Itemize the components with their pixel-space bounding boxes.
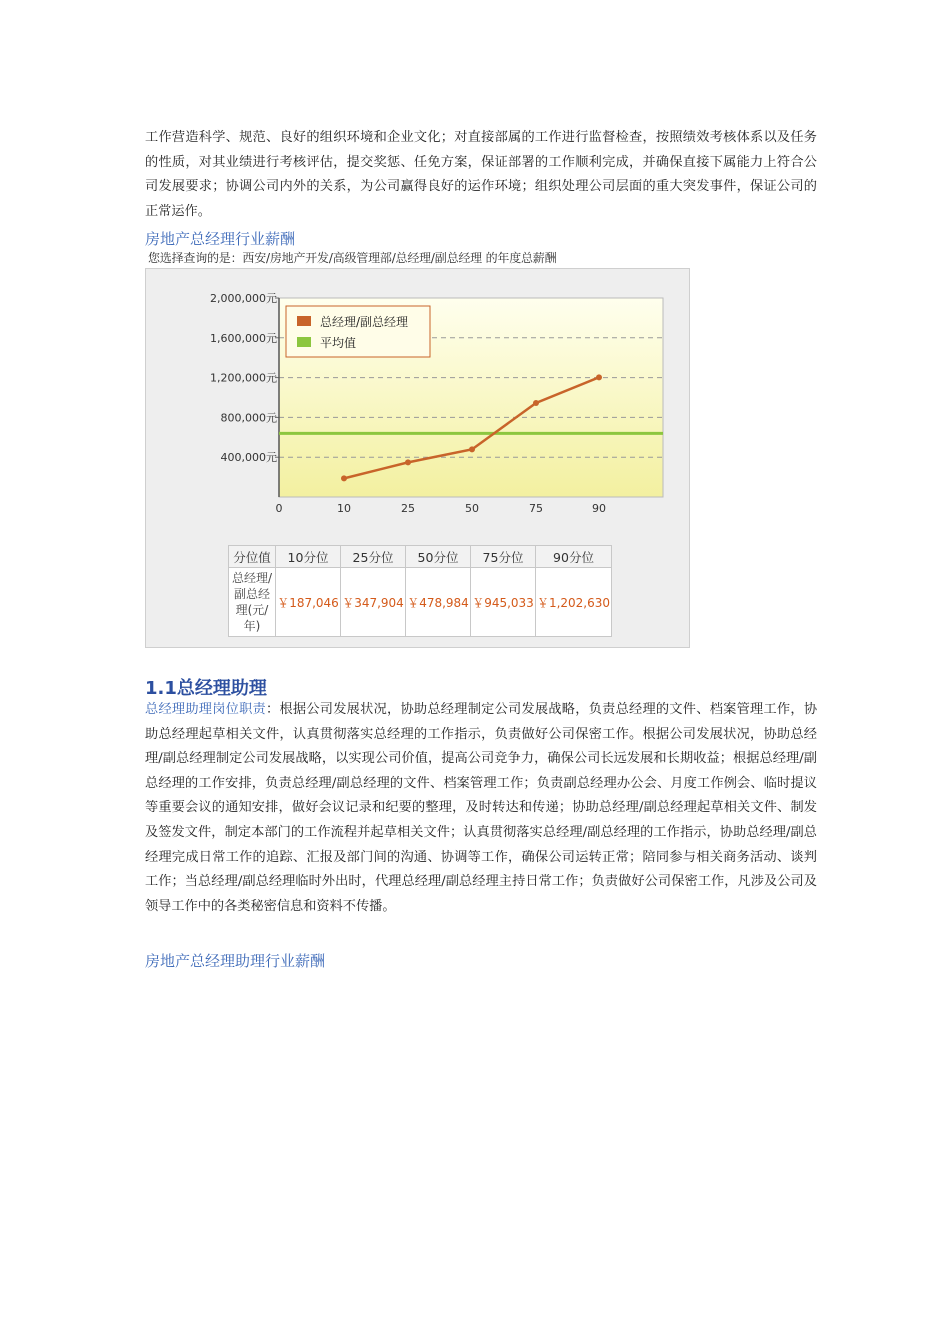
y-tick-label: 800,000元 xyxy=(220,411,277,425)
x-tick-label: 10 xyxy=(337,502,351,515)
table-header-row xyxy=(229,546,612,568)
table-header-cell: 90分位 xyxy=(536,546,612,568)
table-header-cell: 25分位 xyxy=(341,546,406,568)
intro-paragraph: 工作营造科学、规范、良好的组织环境和企业文化；对直接部属的工作进行监督检查，按照绩效考核体系以及任务的性质，对其业绩进行考核评估，提交奖惩、任免方案，保证部署的工作顺利完成，并确保直接下属能力上符合公司发展要求；协调公司内外的关系，为公司赢得良好的运作环境；组织处理公司层面的重大突发事件，保证公司的正常运作。 xyxy=(145,130,817,219)
row-label-line: 副总经 xyxy=(233,587,270,601)
salary-percentile-table xyxy=(228,545,612,637)
x-tick-label: 50 xyxy=(465,502,479,515)
row-label-line: 年) xyxy=(243,619,261,633)
salary-data-point xyxy=(596,374,602,380)
legend-label: 平均值 xyxy=(320,336,357,350)
section-lead-label: 总经理助理岗位职责 xyxy=(145,702,267,717)
table-header-cell: 分位值 xyxy=(229,546,276,568)
section-heading: 1.1总经理助理 xyxy=(145,678,267,699)
y-tick-label: 2,000,000元 xyxy=(210,292,277,305)
table-cell: ￥347,904 xyxy=(341,568,406,637)
x-tick-label: 75 xyxy=(529,502,543,515)
salary-link-assistant[interactable]: 房地产总经理助理行业薪酬 xyxy=(145,952,326,970)
salary-data-point xyxy=(341,475,347,481)
x-tick-label: 90 xyxy=(592,502,606,515)
table-row xyxy=(229,568,612,637)
table-cell: ￥945,033 xyxy=(471,568,536,637)
x-tick-label: 0 xyxy=(275,502,283,515)
table-header-cell: 50分位 xyxy=(406,546,471,568)
salary-link-gm[interactable]: 房地产总经理行业薪酬 xyxy=(145,230,296,248)
legend-label: 总经理/副总经理 xyxy=(320,315,409,329)
table-header-cell: 75分位 xyxy=(471,546,536,568)
y-tick-label: 400,000元 xyxy=(220,451,277,465)
row-label-line: 总经理/ xyxy=(231,571,273,585)
y-tick-label: 1,600,000元 xyxy=(210,331,277,345)
legend-swatch xyxy=(297,316,311,326)
row-label-line: 理(元/ xyxy=(235,603,269,617)
table-header-cell: 10分位 xyxy=(276,546,341,568)
legend-swatch xyxy=(297,337,311,347)
table-row-label xyxy=(229,568,276,637)
salary-data-point xyxy=(469,446,475,452)
x-tick-label: 25 xyxy=(401,502,415,515)
chart-caption: 您选择查询的是：西安/房地产开发/高级管理部/总经理/副总经理 的年度总薪酬 xyxy=(148,251,557,265)
legend-box xyxy=(286,306,430,357)
table-cell: ￥478,984 xyxy=(406,568,471,637)
section-paragraph xyxy=(145,698,817,919)
y-tick-label: 1,200,000元 xyxy=(210,371,277,385)
salary-data-point xyxy=(405,459,411,465)
salary-data-point xyxy=(533,400,539,406)
table-cell: ￥187,046 xyxy=(276,568,341,637)
table-cell: ￥1,202,630 xyxy=(536,568,612,637)
section-body-text: ：根据公司发展状况，协助总经理制定公司发展战略，负责总经理的文件、档案管理工作，协助总经理起草相关文件，认真贯彻落实总经理的工作指示，负责做好公司保密工作。根据公司发展状况，协助总经理/副总经理制定公司发展战略，以实现公司价值，提高公司竞争力，确保公司长远发展和长期收益；根据总经理/副总经理的工作安排，负责总经理/副总经理的文件、档案管理工作；负责副总经理办公会、月度工作例会、临时提议等重要会议的通知安排，做好会议记录和纪要的整理，及时转达和传递；协助总经理/副总经理起草相关文件、制发及签发文件，制定本部门的工作流程并起草相关文件；认真贯彻落实总经理/副总经理的工作指示，协助总经理/副总经理完成日常工作的追踪、汇报及部门间的沟通、协调等工作，确保公司运转正常；陪同参与相关商务活动、谈判工作；当总经理/副总经理临时外出时，代理总经理/副总经理主持日常工作；负责做好公司保密工作，凡涉及公司及领导工作中的各类秘密信息和资料不传播。 xyxy=(145,702,818,914)
